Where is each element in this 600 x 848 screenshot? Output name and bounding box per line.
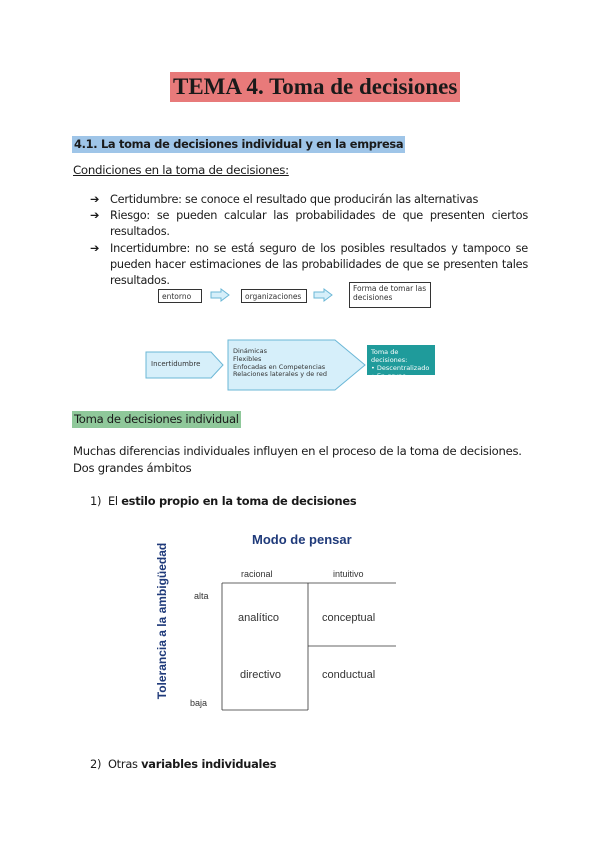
conditions-subheading: Condiciones en la toma de decisiones: (73, 163, 289, 177)
item-bold: estilo propio en la toma de decisiones (121, 494, 357, 508)
numbered-item-2 (90, 757, 276, 771)
list-item (90, 208, 528, 240)
list-item: Enfocadas en Competencias (233, 362, 326, 371)
incertidumbre-label: Incertidumbre (151, 360, 201, 368)
row-baja: baja (190, 698, 208, 708)
paragraph: Dos grandes ámbitos (73, 461, 192, 475)
arrow-right-icon: ➔ (90, 241, 100, 255)
item-number: 1) (90, 494, 102, 508)
list-item (90, 192, 528, 208)
individual-heading: Toma de decisiones individual (74, 412, 239, 426)
col-racional: racional (241, 569, 273, 579)
decision-style-matrix (150, 528, 410, 718)
col-intuitivo: intuitivo (333, 569, 364, 579)
arrow-right-icon (210, 288, 230, 302)
flow-diagram-2 (145, 335, 445, 395)
page-title: TEMA 4. Toma de decisiones (170, 72, 460, 102)
list-item: Flexibles (233, 354, 262, 363)
list-item: • En grupo (371, 372, 407, 380)
organizaciones-box: organizaciones (241, 289, 307, 303)
middle-list (233, 348, 327, 379)
list-item: • Descentralizado (371, 364, 430, 372)
arrow-right-icon: ➔ (90, 209, 100, 223)
arrow-right-icon: ➔ (90, 193, 100, 206)
cell-analitico: analítico (238, 612, 279, 624)
forma-box: Forma de tomar las decisiones (349, 282, 431, 308)
cell-directivo: directivo (240, 669, 281, 681)
list-item: Relaciones laterales y de red (233, 370, 327, 379)
item-bold: variables individuales (141, 757, 277, 771)
item-prefix: Otras (107, 757, 138, 771)
list-item: Dinámicas (233, 347, 267, 355)
y-axis-label: Tolerancia a la ambigüedad (155, 542, 169, 700)
list-item: Toma de decisiones: (371, 348, 408, 364)
result-box (367, 345, 435, 380)
section-heading: 4.1. La toma de decisiones individual y en la empresa (74, 137, 404, 151)
matrix-title: Modo de pensar (252, 532, 352, 547)
flow-diagram-1 (150, 282, 450, 316)
bullet-text: Certidumbre: se conoce el resultado que producirán las alternativas (110, 193, 479, 206)
item-number: 2) (90, 757, 102, 771)
numbered-item-1 (90, 494, 356, 508)
item-prefix: El (107, 494, 118, 508)
bullet-text: Incertidumbre: no se está seguro de los posibles resultados y tampoco se pueden hacer estimaciones de las probabilidades de que se presenten tales resultados. (110, 241, 528, 288)
arrow-right-icon (313, 288, 333, 302)
cell-conceptual: conceptual (322, 612, 376, 624)
bullet-text: Riesgo: se pueden calcular las probabilidades de que presenten ciertos resultados. (110, 209, 528, 239)
paragraph: Muchas diferencias individuales influyen en el proceso de la toma de decisiones. (73, 444, 522, 458)
cell-conductual: conductual (322, 669, 376, 681)
entorno-box: entorno (158, 289, 202, 303)
row-alta: alta (194, 591, 209, 601)
conditions-list (90, 192, 528, 289)
